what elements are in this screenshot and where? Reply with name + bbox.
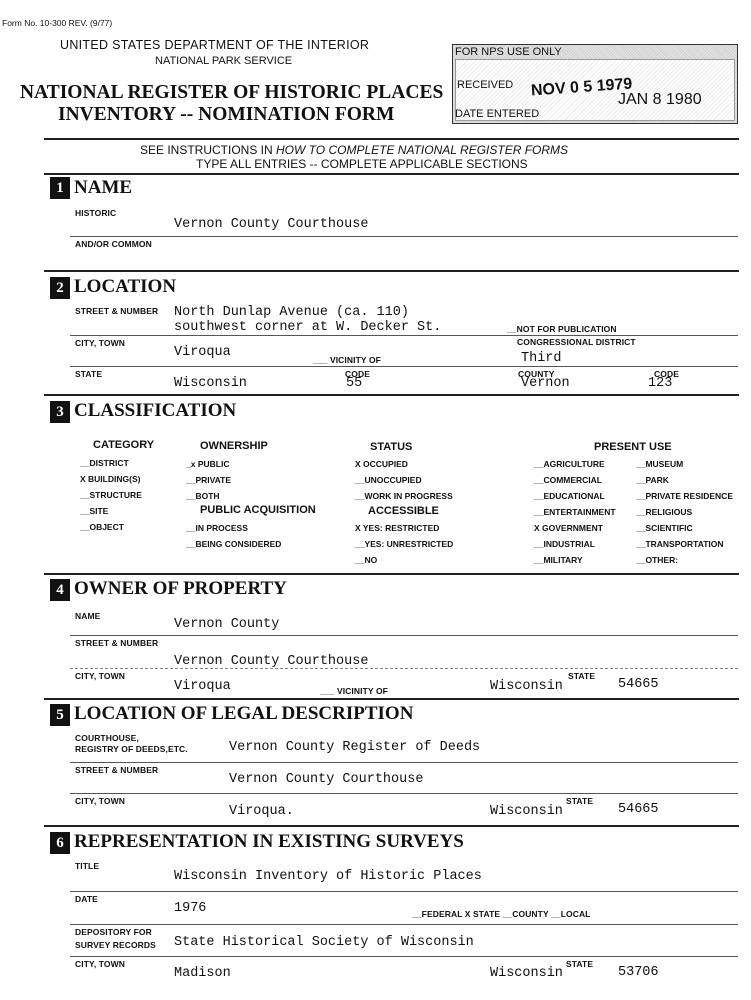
status-occupied[interactable]: X OCCUPIED: [355, 459, 408, 469]
use-religious[interactable]: __RELIGIOUS: [636, 507, 693, 517]
legal-city-label: CITY, TOWN: [75, 796, 125, 806]
acquisition-in-process[interactable]: __IN PROCESS: [186, 523, 248, 533]
department-name: UNITED STATES DEPARTMENT OF THE INTERIOR: [60, 38, 370, 52]
use-private-residence[interactable]: __PRIVATE RESIDENCE: [636, 491, 733, 501]
vicinity-of[interactable]: ___ VICINITY OF: [313, 355, 381, 365]
nps-use-only-box: [452, 44, 738, 124]
section-1-number: 1: [50, 177, 70, 199]
section-6-number: 6: [50, 832, 70, 854]
divider: [70, 891, 738, 892]
survey-state-label: STATE: [566, 959, 594, 969]
survey-date-label: DATE: [75, 894, 98, 904]
divider: [70, 668, 738, 669]
divider: [44, 573, 739, 575]
survey-title[interactable]: Wisconsin Inventory of Historic Places: [174, 869, 482, 884]
divider: [44, 825, 739, 827]
legal-state[interactable]: Wisconsin: [490, 804, 563, 819]
survey-title-label: TITLE: [75, 861, 100, 871]
use-transportation[interactable]: __TRANSPORTATION: [636, 539, 724, 549]
date-entered-stamp: JAN 8 1980: [618, 91, 702, 108]
state-label: STATE: [75, 369, 103, 379]
owner-name-label: NAME: [75, 611, 101, 621]
county-code[interactable]: 123: [648, 376, 673, 391]
divider: [44, 394, 739, 396]
section-4-number: 4: [50, 579, 70, 601]
category-structure[interactable]: __STRUCTURE: [80, 490, 142, 500]
accessible-header: ACCESSIBLE: [368, 505, 439, 517]
historic-name[interactable]: Vernon County Courthouse: [174, 217, 369, 232]
legal-zip[interactable]: 54665: [618, 802, 659, 817]
survey-date[interactable]: 1976: [174, 901, 207, 916]
not-for-publication[interactable]: __NOT FOR PUBLICATION: [507, 324, 617, 334]
divider: [70, 762, 738, 763]
divider: [70, 956, 738, 957]
divider: [70, 335, 738, 336]
city-label: CITY, TOWN: [75, 338, 125, 348]
divider: [70, 635, 738, 636]
category-header: CATEGORY: [93, 439, 155, 451]
city-value[interactable]: Viroqua: [174, 345, 231, 360]
accessible-no[interactable]: __NO: [355, 555, 378, 565]
use-government[interactable]: X GOVERNMENT: [534, 523, 603, 533]
owner-city-label: CITY, TOWN: [75, 671, 125, 681]
section-2-title: LOCATION: [74, 276, 177, 297]
owner-vicinity-of[interactable]: ___ VICINITY OF: [320, 686, 388, 696]
owner-street[interactable]: Vernon County Courthouse: [174, 654, 369, 669]
use-scientific[interactable]: __SCIENTIFIC: [636, 523, 693, 533]
courthouse-value[interactable]: Vernon County Register of Deeds: [229, 740, 481, 755]
section-3-title: CLASSIFICATION: [74, 400, 237, 421]
owner-zip[interactable]: 54665: [618, 677, 659, 692]
instructions-line1: SEE INSTRUCTIONS IN HOW TO COMPLETE NATIONAL REGISTER FORMS: [140, 143, 569, 157]
divider: [44, 173, 739, 175]
use-industrial[interactable]: __INDUSTRIAL: [534, 539, 595, 549]
section-4-title: OWNER OF PROPERTY: [74, 578, 287, 599]
nps-box-label: FOR NPS USE ONLY: [455, 46, 562, 58]
form-title-line1: NATIONAL REGISTER OF HISTORIC PLACES: [20, 82, 444, 103]
category-site[interactable]: __SITE: [80, 506, 109, 516]
survey-zip[interactable]: 53706: [618, 965, 659, 980]
state-code-label: CODE: [345, 369, 370, 379]
received-stamp: NOV 0 5 1979: [530, 75, 633, 100]
use-commercial[interactable]: __COMMERCIAL: [534, 475, 603, 485]
section-5-title: LOCATION OF LEGAL DESCRIPTION: [74, 703, 414, 724]
received-label: RECEIVED: [457, 79, 514, 91]
use-educational[interactable]: __EDUCATIONAL: [534, 491, 605, 501]
status-unoccupied[interactable]: __UNOCCUPIED: [355, 475, 422, 485]
survey-levels[interactable]: __FEDERAL X STATE __COUNTY __LOCAL: [412, 909, 591, 919]
historic-label: HISTORIC: [75, 208, 117, 218]
divider: [44, 270, 739, 272]
category-district[interactable]: __DISTRICT: [80, 458, 129, 468]
divider: [70, 366, 738, 367]
street-line2[interactable]: southwest corner at W. Decker St.: [174, 320, 442, 335]
legal-street[interactable]: Vernon County Courthouse: [229, 772, 424, 787]
ownership-private[interactable]: __PRIVATE: [186, 475, 232, 485]
state-value[interactable]: Wisconsin: [174, 376, 247, 391]
acquisition-header: PUBLIC ACQUISITION: [200, 504, 316, 516]
ownership-both[interactable]: __BOTH: [186, 491, 220, 501]
depository-value[interactable]: State Historical Society of Wisconsin: [174, 935, 474, 950]
courthouse-label-line1: COURTHOUSE,: [75, 733, 139, 743]
legal-street-label: STREET & NUMBER: [75, 765, 159, 775]
instructions-line2: TYPE ALL ENTRIES -- COMPLETE APPLICABLE SECTIONS: [196, 157, 528, 171]
use-other[interactable]: __OTHER:: [636, 555, 679, 565]
category-building[interactable]: X BUILDING(S): [80, 474, 141, 484]
section-1-title: NAME: [74, 177, 133, 198]
owner-city[interactable]: Viroqua: [174, 679, 231, 694]
section-6-title: REPRESENTATION IN EXISTING SURVEYS: [74, 831, 464, 852]
divider: [70, 924, 738, 925]
divider: [70, 793, 738, 794]
status-work-in-progress[interactable]: __WORK IN PROGRESS: [355, 491, 453, 501]
county-code-label: CODE: [654, 369, 679, 379]
service-name: NATIONAL PARK SERVICE: [155, 55, 293, 67]
status-header: STATUS: [370, 441, 413, 453]
owner-name[interactable]: Vernon County: [174, 617, 280, 632]
use-military[interactable]: __MILITARY: [534, 555, 583, 565]
owner-state[interactable]: Wisconsin: [490, 679, 563, 694]
form-number: Form No. 10-300 REV. (9/77): [2, 18, 113, 28]
category-object[interactable]: __OBJECT: [80, 522, 124, 532]
depository-label-line2: SURVEY RECORDS: [75, 940, 156, 950]
survey-state[interactable]: Wisconsin: [490, 966, 563, 981]
county-value[interactable]: Vernon: [521, 376, 570, 391]
legal-state-label: STATE: [566, 796, 594, 806]
divider: [44, 698, 739, 700]
owner-state-label: STATE: [568, 671, 596, 681]
owner-street-label: STREET & NUMBER: [75, 638, 159, 648]
street-label: STREET & NUMBER: [75, 306, 159, 316]
county-label: COUNTY: [518, 369, 555, 379]
accessible-restricted[interactable]: X YES: RESTRICTED: [355, 523, 440, 533]
use-agriculture[interactable]: __AGRICULTURE: [534, 459, 605, 469]
use-museum[interactable]: __MUSEUM: [636, 459, 684, 469]
depository-label-line1: DEPOSITORY FOR: [75, 927, 152, 937]
use-park[interactable]: __PARK: [636, 475, 669, 485]
legal-city[interactable]: Viroqua.: [229, 804, 294, 819]
survey-city[interactable]: Madison: [174, 966, 231, 981]
divider: [70, 236, 738, 237]
congressional-value[interactable]: Third: [521, 351, 562, 366]
street-line1[interactable]: North Dunlap Avenue (ca. 110): [174, 305, 409, 320]
acquisition-being-considered[interactable]: __BEING CONSIDERED: [186, 539, 282, 549]
courthouse-label-line2: REGISTRY OF DEEDS,ETC.: [75, 744, 188, 754]
section-5-number: 5: [50, 704, 70, 726]
common-label: AND/OR COMMON: [75, 239, 152, 249]
date-entered-label: DATE ENTERED: [455, 108, 540, 120]
section-2-number: 2: [50, 277, 70, 299]
divider: [44, 138, 739, 140]
use-entertainment[interactable]: __ENTERTAINMENT: [534, 507, 616, 517]
section-3-number: 3: [50, 401, 70, 423]
state-code[interactable]: 55: [346, 376, 363, 391]
accessible-unrestricted[interactable]: __YES: UNRESTRICTED: [355, 539, 454, 549]
present-use-header: PRESENT USE: [594, 441, 672, 453]
ownership-header: OWNERSHIP: [200, 440, 268, 452]
survey-city-label: CITY, TOWN: [75, 959, 125, 969]
ownership-public[interactable]: _x PUBLIC: [186, 459, 230, 469]
form-title-line2: INVENTORY -- NOMINATION FORM: [58, 104, 395, 125]
congressional-label: CONGRESSIONAL DISTRICT: [517, 337, 636, 347]
